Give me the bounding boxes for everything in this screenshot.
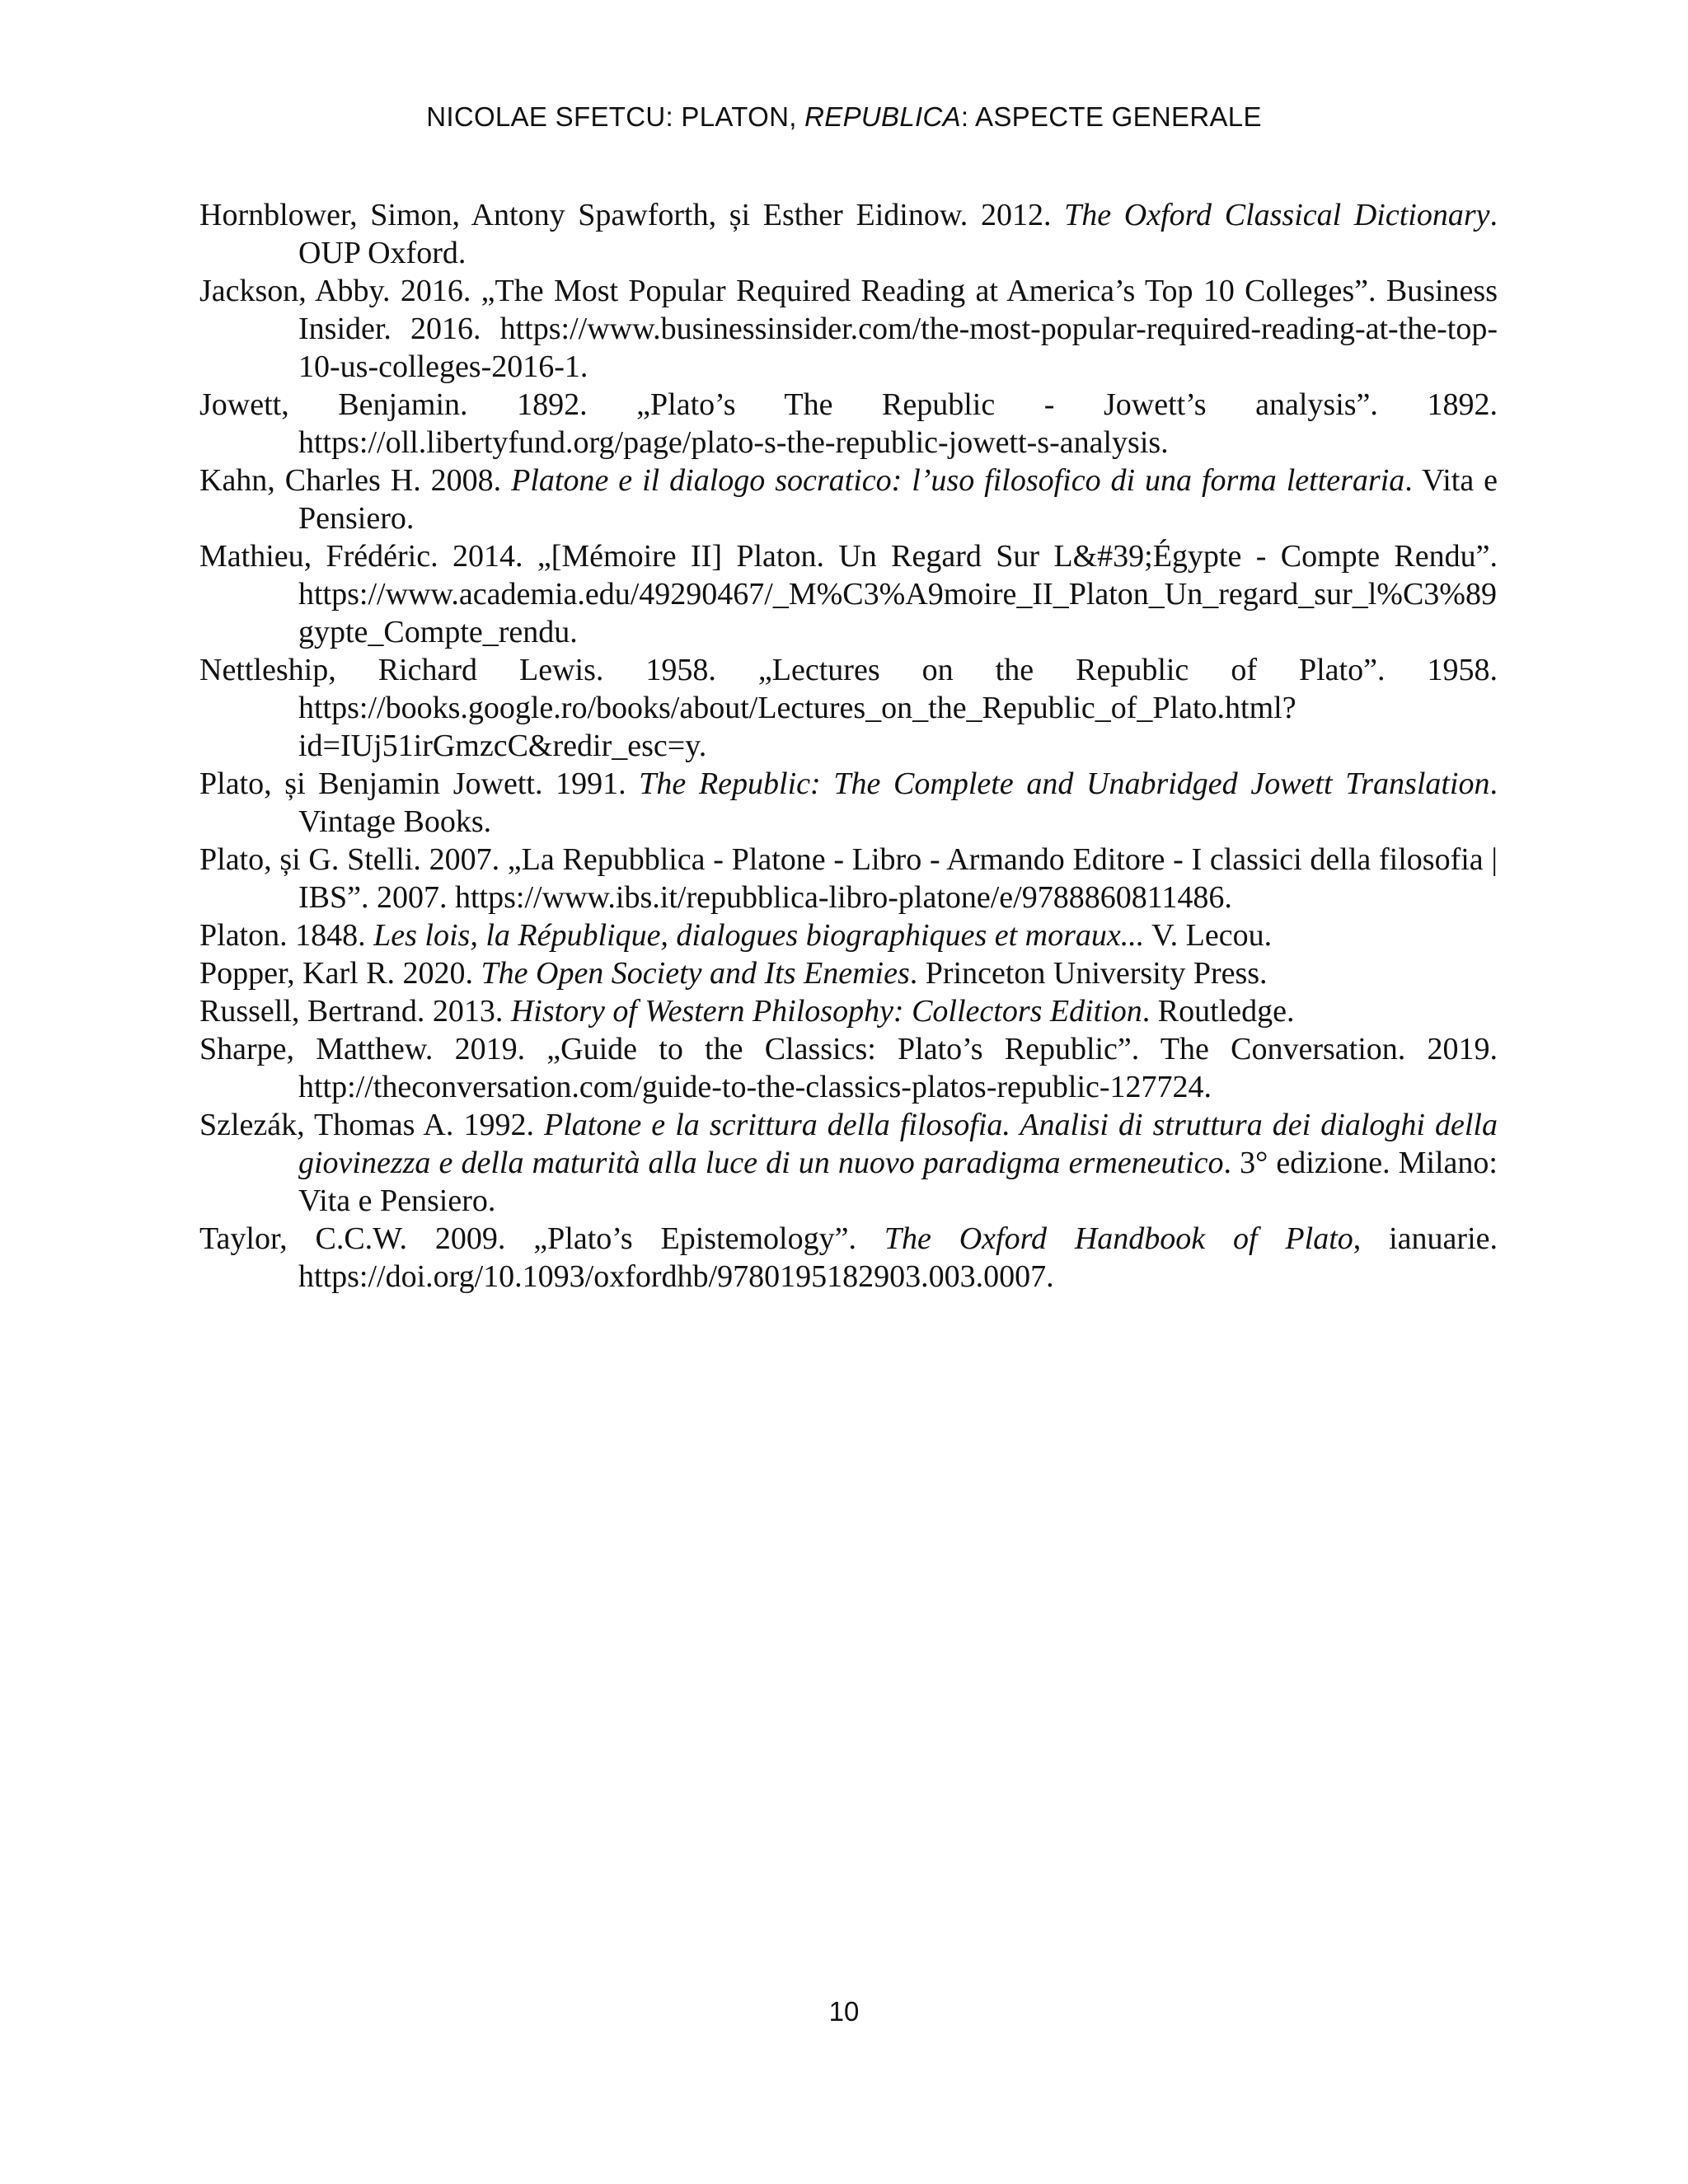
- reference-list: [199, 196, 1498, 1296]
- reference-entry: Taylor, C.C.W. 2009. „Plato’s Epistemology”. The Oxford Handbook of Plato, ianuarie. https://doi.org/10.1093/oxfordhb/9780195182903.003.0007.: [199, 1221, 1498, 1294]
- header-subtitle: : ASPECTE GENERALE: [960, 101, 1262, 132]
- reference-entry: Jackson, Abby. 2016. „The Most Popular Required Reading at America’s Top 10 Colleges”. Business Insider. 2016. https://www.businessinsider.com/the-most-popular-required-reading-at-the-top-10-us-colleges-2016-1.: [199, 274, 1498, 384]
- reference-entry: Plato, și Benjamin Jowett. 1991. The Republic: The Complete and Unabridged Jowett Translation. Vintage Books.: [199, 766, 1498, 839]
- reference-entry: Nettleship, Richard Lewis. 1958. „Lectures on the Republic of Plato”. 1958. https://books.google.ro/books/about/Lectures_on_the_Republic_of_Plato.html?id=IUj51irGmzcC&redir_esc=y.: [199, 653, 1498, 763]
- reference-entry: Russell, Bertrand. 2013. History of Western Philosophy: Collectors Edition. Routledge.: [199, 994, 1295, 1029]
- reference-entry: Kahn, Charles H. 2008. Platone e il dialogo socratico: l’uso filosofico di una forma letteraria. Vita e Pensiero.: [199, 463, 1498, 536]
- running-header: [0, 101, 1688, 134]
- reference-entry: Hornblower, Simon, Antony Spawforth, și Esther Eidinow. 2012. The Oxford Classical Dictionary. OUP Oxford.: [199, 198, 1498, 270]
- reference-entry: Platon. 1848. Les lois, la République, dialogues biographiques et moraux... V. Lecou.: [199, 918, 1273, 953]
- header-author-title: NICOLAE SFETCU: PLATON,: [426, 101, 805, 132]
- reference-entry: Sharpe, Matthew. 2019. „Guide to the Classics: Plato’s Republic”. The Conversation. 2019. http://theconversation.com/guide-to-the-classics-platos-republic-127724.: [199, 1032, 1498, 1104]
- page-number: 10: [828, 1996, 860, 2027]
- reference-entry: Mathieu, Frédéric. 2014. „[Mémoire II] Platon. Un Regard Sur L&#39;Égypte - Compte Rendu”. https://www.academia.edu/49290467/_M%C3%A9moire_II_Platon_Un_regard_sur_l%C3%89gypte_Compte_rendu.: [199, 539, 1498, 649]
- header-book-title: REPUBLICA: [804, 101, 961, 132]
- reference-entry: Szlezák, Thomas A. 1992. Platone e la scrittura della filosofia. Analisi di struttura dei dialoghi della giovinezza e della maturità alla luce di un nuovo paradigma ermeneutico. 3° edizione. Milano: Vita e Pensiero.: [199, 1108, 1498, 1218]
- reference-entry: Popper, Karl R. 2020. The Open Society and Its Enemies. Princeton University Press.: [199, 956, 1268, 991]
- reference-entry: Plato, și G. Stelli. 2007. „La Repubblica - Platone - Libro - Armando Editore - I classici della filosofia | IBS”. 2007. https://www.ibs.it/repubblica-libro-platone/e/9788860811486.: [199, 842, 1498, 915]
- reference-entry: Jowett, Benjamin. 1892. „Plato’s The Republic - Jowett’s analysis”. 1892. https://oll.libertyfund.org/page/plato-s-the-republic-jowett-s-analysis.: [199, 387, 1498, 460]
